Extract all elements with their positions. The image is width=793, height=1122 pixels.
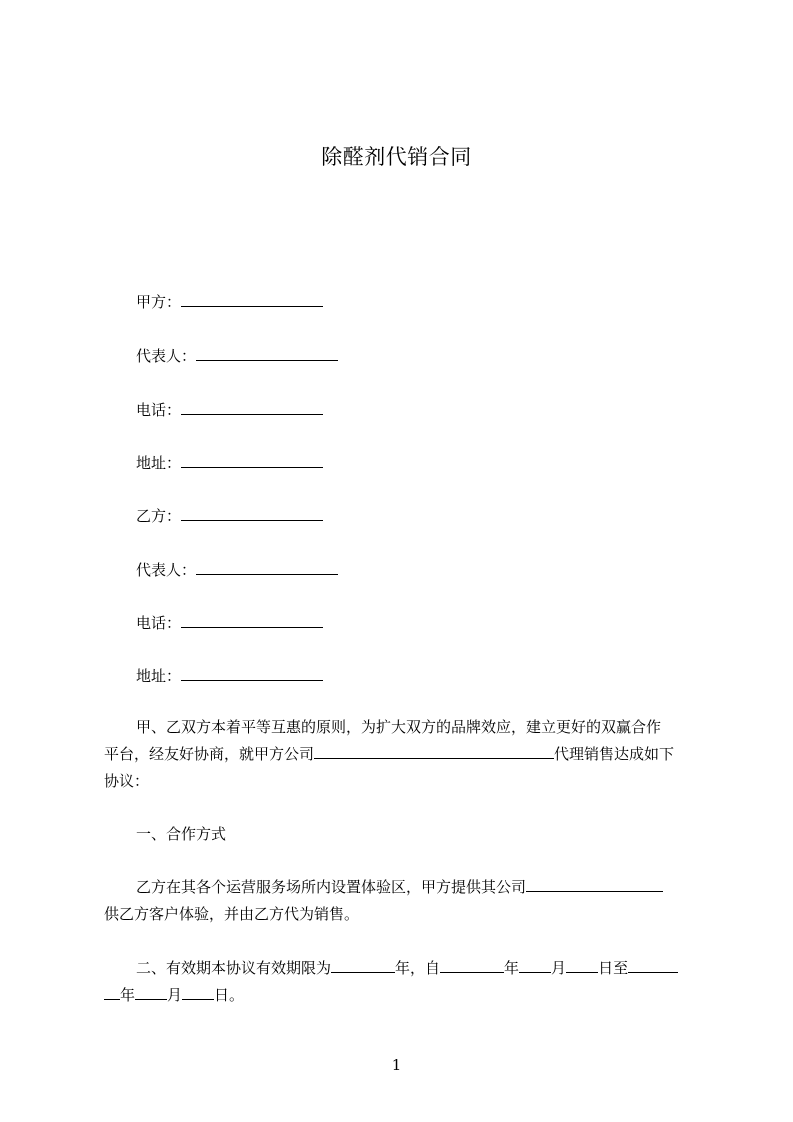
party-b-field — [136, 506, 323, 526]
end-day-blank — [182, 985, 214, 1000]
party-a-label: 甲方： — [136, 293, 182, 311]
section-2-day-to: 日至 — [598, 959, 629, 977]
preamble-line-2-start: 平台，经友好协商，就甲方公司 — [104, 745, 315, 763]
party-b-label: 乙方： — [136, 507, 182, 525]
start-month-blank — [519, 958, 551, 973]
party-b-phone-field — [136, 613, 323, 633]
party-a-representative-field — [136, 346, 338, 366]
section-2-end-month: 月 — [167, 986, 183, 1004]
party-a-address-label: 地址： — [136, 454, 182, 472]
preamble-line-3: 协议： — [104, 772, 150, 790]
section-1-line-2: 供乙方客户体验，并由乙方代为销售。 — [104, 905, 360, 923]
party-b-representative-label: 代表人： — [136, 561, 197, 579]
start-year-blank — [440, 958, 504, 973]
section-2-year: 年 — [504, 959, 520, 977]
party-a-phone-blank — [181, 400, 323, 415]
party-a-field — [136, 292, 323, 312]
page-number: 1 — [391, 1056, 402, 1074]
section-1-paragraph — [104, 874, 700, 928]
party-a-address-field — [136, 453, 323, 473]
preamble-line-2-end: 代理销售达成如下 — [554, 745, 675, 763]
end-year-blank-part-1 — [628, 958, 678, 973]
section-2-month: 月 — [551, 959, 567, 977]
party-b-blank — [181, 506, 323, 521]
end-month-blank — [135, 985, 167, 1000]
preamble-line-1: 甲、乙双方本着平等互惠的原则，为扩大双方的品牌效应，建立更好的双赢合作 — [136, 718, 662, 736]
party-b-representative-blank — [196, 560, 338, 575]
section-2-line-1 — [104, 955, 700, 982]
party-a-address-blank — [181, 453, 323, 468]
section-1-heading: 一、合作方式 — [136, 825, 227, 843]
section-2-paragraph — [104, 955, 700, 1009]
section-2-end-day: 日。 — [214, 986, 245, 1004]
end-year-blank-part-2 — [104, 985, 120, 1000]
section-1-product-blank — [526, 877, 663, 892]
company-product-blank — [314, 744, 554, 759]
document-title: 除醛剂代销合同 — [321, 145, 472, 169]
party-a-representative-blank — [196, 346, 338, 361]
party-a-blank — [181, 292, 323, 307]
section-2-year-from: 年，自 — [395, 959, 441, 977]
party-a-representative-label: 代表人： — [136, 347, 197, 365]
party-a-phone-field — [136, 400, 323, 420]
section-2-line-2 — [104, 982, 700, 1009]
party-b-address-field — [136, 666, 323, 686]
party-b-phone-blank — [181, 613, 323, 628]
party-b-phone-label: 电话： — [136, 614, 182, 632]
term-years-blank — [331, 958, 395, 973]
section-1-line-1 — [104, 874, 700, 901]
party-b-address-label: 地址： — [136, 667, 182, 685]
party-a-phone-label: 电话： — [136, 401, 182, 419]
section-2-line-1-text: 二、有效期本协议有效期限为 — [136, 959, 332, 977]
party-b-representative-field — [136, 560, 338, 580]
preamble-line-2 — [104, 741, 700, 768]
party-b-address-blank — [181, 666, 323, 681]
start-day-blank — [566, 958, 598, 973]
section-2-end-year: 年 — [120, 986, 136, 1004]
section-1-line-1-text: 乙方在其各个运营服务场所内设置体验区，甲方提供其公司 — [136, 878, 527, 896]
preamble-paragraph — [104, 714, 700, 795]
